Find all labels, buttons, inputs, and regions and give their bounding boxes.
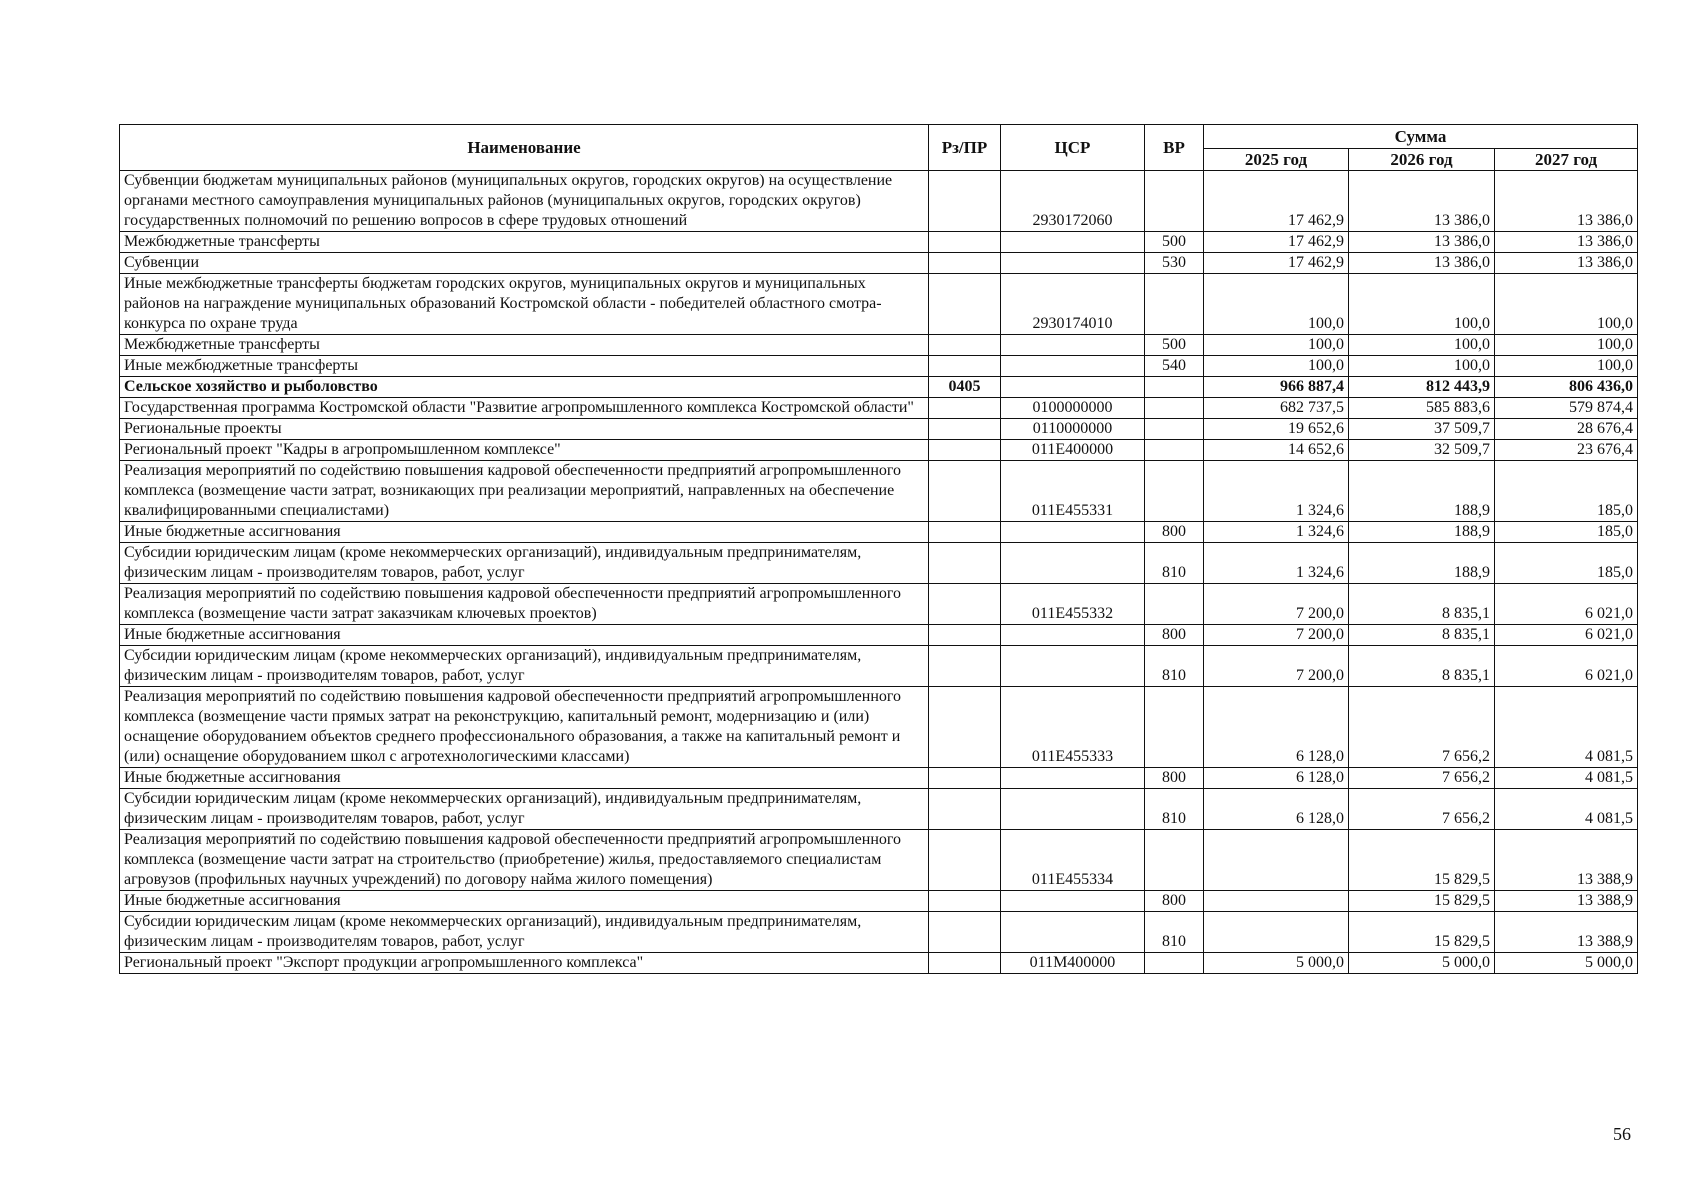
cell-vr — [1145, 440, 1204, 461]
header-vr: ВР — [1145, 125, 1204, 171]
cell-vr — [1145, 419, 1204, 440]
table-row — [120, 335, 1638, 356]
cell-2026: 15 829,5 — [1349, 830, 1495, 891]
cell-name: Субсидии юридическим лицам (кроме некоммерческих организаций), индивидуальным предпринимателям, физическим лицам - производителям товаров, работ, услуг — [120, 789, 929, 830]
table-header — [120, 125, 1638, 171]
cell-rzpr — [929, 232, 1001, 253]
cell-2026: 585 883,6 — [1349, 398, 1495, 419]
cell-2026: 32 509,7 — [1349, 440, 1495, 461]
cell-vr: 810 — [1145, 789, 1204, 830]
header-csr: ЦСР — [1001, 125, 1145, 171]
cell-2027: 4 081,5 — [1495, 687, 1638, 768]
cell-2027: 6 021,0 — [1495, 625, 1638, 646]
table-row — [120, 398, 1638, 419]
cell-vr — [1145, 398, 1204, 419]
cell-2025: 1 324,6 — [1204, 522, 1349, 543]
cell-csr: 0110000000 — [1001, 419, 1145, 440]
cell-csr — [1001, 789, 1145, 830]
cell-rzpr — [929, 419, 1001, 440]
cell-csr — [1001, 377, 1145, 398]
header-name: Наименование — [120, 125, 929, 171]
cell-rzpr — [929, 687, 1001, 768]
header-2025: 2025 год — [1204, 149, 1349, 171]
header-2027: 2027 год — [1495, 149, 1638, 171]
cell-csr — [1001, 912, 1145, 953]
cell-vr: 500 — [1145, 335, 1204, 356]
cell-rzpr — [929, 646, 1001, 687]
table-row — [120, 830, 1638, 891]
cell-2027: 28 676,4 — [1495, 419, 1638, 440]
cell-2027: 13 388,9 — [1495, 891, 1638, 912]
table-row — [120, 253, 1638, 274]
cell-rzpr — [929, 335, 1001, 356]
table-row — [120, 687, 1638, 768]
cell-csr — [1001, 253, 1145, 274]
cell-rzpr — [929, 398, 1001, 419]
cell-2027: 13 388,9 — [1495, 830, 1638, 891]
cell-csr: 2930174010 — [1001, 274, 1145, 335]
cell-2027: 806 436,0 — [1495, 377, 1638, 398]
cell-2027: 13 386,0 — [1495, 253, 1638, 274]
table-row — [120, 232, 1638, 253]
cell-2027: 4 081,5 — [1495, 789, 1638, 830]
table-body — [120, 171, 1638, 974]
cell-name: Иные межбюджетные трансферты — [120, 356, 929, 377]
header-rzpr: Рз/ПР — [929, 125, 1001, 171]
cell-2025: 100,0 — [1204, 274, 1349, 335]
cell-vr: 800 — [1145, 891, 1204, 912]
cell-name: Реализация мероприятий по содействию повышения кадровой обеспеченности предприятий агропромышленного комплекса (возмещение части затрат на строительство (приобретение) жилья, предоставляемого специалистам агровузов (профильных научных учреждений) по договору найма жилого помещения) — [120, 830, 929, 891]
cell-vr: 500 — [1145, 232, 1204, 253]
cell-name: Сельское хозяйство и рыболовство — [120, 377, 929, 398]
cell-2025: 7 200,0 — [1204, 646, 1349, 687]
cell-2026: 188,9 — [1349, 461, 1495, 522]
cell-name: Субвенции — [120, 253, 929, 274]
cell-rzpr — [929, 830, 1001, 891]
cell-2026: 7 656,2 — [1349, 687, 1495, 768]
cell-rzpr — [929, 912, 1001, 953]
cell-name: Межбюджетные трансферты — [120, 335, 929, 356]
cell-csr — [1001, 543, 1145, 584]
cell-2027: 579 874,4 — [1495, 398, 1638, 419]
cell-2026: 812 443,9 — [1349, 377, 1495, 398]
cell-csr — [1001, 646, 1145, 687]
cell-name: Иные бюджетные ассигнования — [120, 625, 929, 646]
header-2026: 2026 год — [1349, 149, 1495, 171]
cell-2026: 8 835,1 — [1349, 646, 1495, 687]
table-row — [120, 461, 1638, 522]
cell-2027: 13 386,0 — [1495, 171, 1638, 232]
cell-rzpr — [929, 171, 1001, 232]
cell-csr — [1001, 356, 1145, 377]
cell-2026: 13 386,0 — [1349, 253, 1495, 274]
cell-rzpr — [929, 789, 1001, 830]
cell-rzpr — [929, 253, 1001, 274]
cell-name: Реализация мероприятий по содействию повышения кадровой обеспеченности предприятий агропромышленного комплекса (возмещение части прямых затрат на реконструкцию, капитальный ремонт, модернизацию и (или) оснащение оборудованием объектов среднего профессионального образования, а также на капитальный ремонт и (или) оснащение оборудованием школ с агротехнологическими классами) — [120, 687, 929, 768]
cell-2027: 4 081,5 — [1495, 768, 1638, 789]
table-row — [120, 768, 1638, 789]
cell-2027: 13 388,9 — [1495, 912, 1638, 953]
cell-rzpr — [929, 461, 1001, 522]
table-row — [120, 584, 1638, 625]
cell-2026: 15 829,5 — [1349, 891, 1495, 912]
table-row — [120, 646, 1638, 687]
cell-csr — [1001, 625, 1145, 646]
cell-2026: 8 835,1 — [1349, 584, 1495, 625]
cell-vr — [1145, 171, 1204, 232]
cell-rzpr — [929, 356, 1001, 377]
cell-2026: 13 386,0 — [1349, 171, 1495, 232]
cell-csr — [1001, 891, 1145, 912]
cell-vr — [1145, 461, 1204, 522]
cell-vr: 530 — [1145, 253, 1204, 274]
cell-name: Субсидии юридическим лицам (кроме некоммерческих организаций), индивидуальным предпринимателям, физическим лицам - производителям товаров, работ, услуг — [120, 543, 929, 584]
cell-2027: 6 021,0 — [1495, 646, 1638, 687]
cell-2027: 185,0 — [1495, 543, 1638, 584]
cell-vr: 800 — [1145, 522, 1204, 543]
cell-vr: 540 — [1145, 356, 1204, 377]
cell-2025: 6 128,0 — [1204, 768, 1349, 789]
cell-2026: 100,0 — [1349, 335, 1495, 356]
cell-2026: 7 656,2 — [1349, 789, 1495, 830]
table-row — [120, 891, 1638, 912]
cell-vr — [1145, 584, 1204, 625]
cell-2025: 100,0 — [1204, 356, 1349, 377]
cell-2025: 1 324,6 — [1204, 543, 1349, 584]
cell-2027: 13 386,0 — [1495, 232, 1638, 253]
cell-name: Иные бюджетные ассигнования — [120, 891, 929, 912]
cell-name: Субсидии юридическим лицам (кроме некоммерческих организаций), индивидуальным предпринимателям, физическим лицам - производителям товаров, работ, услуг — [120, 646, 929, 687]
header-sum: Сумма — [1204, 125, 1638, 149]
cell-2025: 682 737,5 — [1204, 398, 1349, 419]
cell-2025: 19 652,6 — [1204, 419, 1349, 440]
cell-2025 — [1204, 891, 1349, 912]
cell-2025: 966 887,4 — [1204, 377, 1349, 398]
cell-2027: 100,0 — [1495, 335, 1638, 356]
cell-2025: 100,0 — [1204, 335, 1349, 356]
cell-rzpr — [929, 274, 1001, 335]
cell-2027: 23 676,4 — [1495, 440, 1638, 461]
cell-vr: 810 — [1145, 646, 1204, 687]
table-row — [120, 953, 1638, 974]
cell-2025: 7 200,0 — [1204, 584, 1349, 625]
cell-name: Субсидии юридическим лицам (кроме некоммерческих организаций), индивидуальным предпринимателям, физическим лицам - производителям товаров, работ, услуг — [120, 912, 929, 953]
cell-2027: 185,0 — [1495, 461, 1638, 522]
cell-2025: 6 128,0 — [1204, 789, 1349, 830]
cell-vr — [1145, 953, 1204, 974]
cell-vr — [1145, 377, 1204, 398]
cell-2026: 15 829,5 — [1349, 912, 1495, 953]
cell-rzpr — [929, 768, 1001, 789]
cell-vr — [1145, 687, 1204, 768]
cell-2026: 13 386,0 — [1349, 232, 1495, 253]
cell-csr: 011E455334 — [1001, 830, 1145, 891]
cell-name: Реализация мероприятий по содействию повышения кадровой обеспеченности предприятий агропромышленного комплекса (возмещение части затрат, возникающих при реализации мероприятий, направленных на обеспечение квалифицированными специалистами) — [120, 461, 929, 522]
cell-name: Региональный проект "Экспорт продукции агропромышленного комплекса" — [120, 953, 929, 974]
cell-vr: 810 — [1145, 543, 1204, 584]
table-row — [120, 543, 1638, 584]
cell-vr: 800 — [1145, 625, 1204, 646]
cell-csr: 011E455332 — [1001, 584, 1145, 625]
cell-csr: 011М400000 — [1001, 953, 1145, 974]
cell-rzpr — [929, 584, 1001, 625]
cell-name: Реализация мероприятий по содействию повышения кадровой обеспеченности предприятий агропромышленного комплекса (возмещение части затрат заказчикам ключевых проектов) — [120, 584, 929, 625]
cell-2025: 7 200,0 — [1204, 625, 1349, 646]
budget-table — [119, 124, 1638, 974]
cell-2025: 17 462,9 — [1204, 232, 1349, 253]
table-row — [120, 440, 1638, 461]
cell-rzpr: 0405 — [929, 377, 1001, 398]
table-row — [120, 356, 1638, 377]
cell-name: Субвенции бюджетам муниципальных районов (муниципальных округов, городских округов) на осуществление органами местного самоуправления муниципальных районов (муниципальных округов, городских округов) государственных полномочий по решению вопросов в сфере трудовых отношений — [120, 171, 929, 232]
cell-name: Региональные проекты — [120, 419, 929, 440]
cell-2025: 6 128,0 — [1204, 687, 1349, 768]
table-row — [120, 274, 1638, 335]
cell-vr: 810 — [1145, 912, 1204, 953]
table-row — [120, 625, 1638, 646]
cell-name: Иные бюджетные ассигнования — [120, 522, 929, 543]
cell-csr: 2930172060 — [1001, 171, 1145, 232]
cell-rzpr — [929, 953, 1001, 974]
cell-2025: 5 000,0 — [1204, 953, 1349, 974]
table-row — [120, 522, 1638, 543]
cell-vr: 800 — [1145, 768, 1204, 789]
cell-name: Региональный проект "Кадры в агропромышленном комплексе" — [120, 440, 929, 461]
cell-2025: 1 324,6 — [1204, 461, 1349, 522]
cell-csr — [1001, 335, 1145, 356]
cell-2025 — [1204, 830, 1349, 891]
cell-2026: 5 000,0 — [1349, 953, 1495, 974]
cell-csr: 0100000000 — [1001, 398, 1145, 419]
cell-2026: 188,9 — [1349, 543, 1495, 584]
cell-rzpr — [929, 543, 1001, 584]
cell-vr — [1145, 830, 1204, 891]
cell-2026: 100,0 — [1349, 356, 1495, 377]
cell-2025: 14 652,6 — [1204, 440, 1349, 461]
cell-name: Межбюджетные трансферты — [120, 232, 929, 253]
cell-2027: 185,0 — [1495, 522, 1638, 543]
cell-2026: 8 835,1 — [1349, 625, 1495, 646]
cell-2027: 100,0 — [1495, 356, 1638, 377]
cell-rzpr — [929, 625, 1001, 646]
table-row — [120, 912, 1638, 953]
cell-vr — [1145, 274, 1204, 335]
cell-csr — [1001, 768, 1145, 789]
cell-rzpr — [929, 891, 1001, 912]
cell-2026: 100,0 — [1349, 274, 1495, 335]
cell-2026: 7 656,2 — [1349, 768, 1495, 789]
table-row — [120, 377, 1638, 398]
cell-2025 — [1204, 912, 1349, 953]
cell-rzpr — [929, 440, 1001, 461]
cell-name: Иные межбюджетные трансферты бюджетам городских округов, муниципальных округов и муниципальных районов на награждение муниципальных образований Костромской области - победителей областного смотра-конкурса по охране труда — [120, 274, 929, 335]
cell-rzpr — [929, 522, 1001, 543]
page-number: 56 — [1613, 1124, 1631, 1144]
cell-name: Государственная программа Костромской области "Развитие агропромышленного комплекса Костромской области" — [120, 398, 929, 419]
cell-2027: 6 021,0 — [1495, 584, 1638, 625]
cell-csr — [1001, 232, 1145, 253]
cell-csr: 011E400000 — [1001, 440, 1145, 461]
cell-2026: 37 509,7 — [1349, 419, 1495, 440]
table-row — [120, 419, 1638, 440]
cell-name: Иные бюджетные ассигнования — [120, 768, 929, 789]
cell-2027: 100,0 — [1495, 274, 1638, 335]
cell-2025: 17 462,9 — [1204, 253, 1349, 274]
cell-2025: 17 462,9 — [1204, 171, 1349, 232]
cell-csr: 011E455331 — [1001, 461, 1145, 522]
cell-2026: 188,9 — [1349, 522, 1495, 543]
cell-csr — [1001, 522, 1145, 543]
cell-2027: 5 000,0 — [1495, 953, 1638, 974]
table-row — [120, 789, 1638, 830]
table-row — [120, 171, 1638, 232]
cell-csr: 011E455333 — [1001, 687, 1145, 768]
